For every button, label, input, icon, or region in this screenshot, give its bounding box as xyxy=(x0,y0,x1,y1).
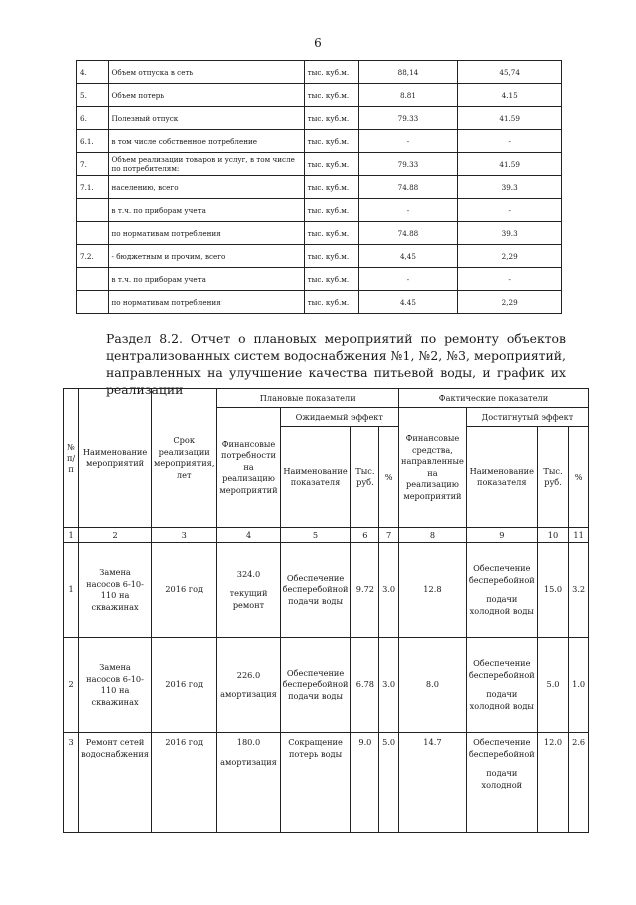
row-unit: тыс. куб.м. xyxy=(304,222,358,245)
row-value-fact: 39.3 xyxy=(458,222,562,245)
table-row xyxy=(77,176,562,199)
column-number: 6 xyxy=(351,528,379,543)
row-name: Объем отпуска в сеть xyxy=(108,61,304,84)
cell-fact-effect xyxy=(466,638,537,733)
header-actual-group: Фактические показатели xyxy=(399,389,589,408)
row-code: 7.1. xyxy=(77,176,109,199)
table-row xyxy=(77,107,562,130)
cell-name xyxy=(79,638,152,733)
row-value-fact: 41.59 xyxy=(458,153,562,176)
cell-fact-effect-text: подачи холодной воды xyxy=(469,689,534,711)
cell-plan-effect-text: Сокращение потерь воды xyxy=(288,737,343,759)
page-number: 6 xyxy=(314,36,322,50)
row-name: населению, всего xyxy=(108,176,304,199)
cell-plan-rub xyxy=(351,638,379,733)
cell-term-text: 2016 год xyxy=(165,584,204,595)
header-term: Срок реализации мероприятия, лет xyxy=(151,389,216,528)
row-value-plan: 79.33 xyxy=(358,107,458,130)
cell-plan-pct-text: 5.0 xyxy=(382,737,396,747)
row-name: - бюджетным и прочим, всего xyxy=(108,245,304,268)
water-volume-table xyxy=(76,60,562,314)
table-row xyxy=(77,130,562,153)
row-name: Объем потерь xyxy=(108,84,304,107)
row-code xyxy=(77,199,109,222)
cell-plan-rub xyxy=(351,733,379,833)
row-value-fact: - xyxy=(458,130,562,153)
header-plan-thousand-rub: Тыс. руб. xyxy=(351,427,379,528)
cell-fact-pct-text: 1.0 xyxy=(572,679,586,690)
header-plan-indicator-name: Наименование показателя xyxy=(280,427,351,528)
row-unit: тыс. куб.м. xyxy=(304,291,358,314)
cell-plan-pct xyxy=(379,543,399,638)
cell-name-text: Ремонт сетей водоснабжения xyxy=(81,737,149,759)
cell-fact-effect-text: подачи холодной xyxy=(481,768,523,790)
cell-term xyxy=(151,543,216,638)
row-value-fact: 41.59 xyxy=(458,107,562,130)
column-number: 7 xyxy=(379,528,399,543)
header-planned-group: Плановые показатели xyxy=(217,389,399,408)
cell-fact-financing-text: 8.0 xyxy=(425,679,439,690)
cell-fact-rub xyxy=(537,638,569,733)
header-fact-indicator-name: Наименование показателя xyxy=(466,427,537,528)
row-value-plan: 88,14 xyxy=(358,61,458,84)
row-value-plan: - xyxy=(358,199,458,222)
cell-plan-effect-text: Обеспечение бесперебойной подачи воды xyxy=(282,572,349,606)
header-plan-financing: Финансовые потребности на реализацию мероприятий xyxy=(217,408,280,528)
cell-plan-financing-text: амортизация xyxy=(220,756,277,767)
row-code: 7. xyxy=(77,153,109,176)
cell-no xyxy=(64,733,79,833)
table-row xyxy=(77,61,562,84)
row-value-plan: - xyxy=(358,268,458,291)
cell-fact-effect-text: Обеспечение бесперебойной xyxy=(468,658,535,680)
row-name: Объем реализации товаров и услуг, в том числе по потребителям: xyxy=(108,153,304,176)
cell-no-text: 2 xyxy=(68,679,74,690)
cell-fact-effect xyxy=(466,733,537,833)
table-row xyxy=(64,543,589,638)
row-name: Полезный отпуск xyxy=(108,107,304,130)
row-value-fact: 45,74 xyxy=(458,61,562,84)
cell-fact-pct-text: 2.6 xyxy=(572,737,586,747)
row-value-fact: - xyxy=(458,268,562,291)
cell-name xyxy=(79,733,152,833)
row-value-fact: 2,29 xyxy=(458,291,562,314)
header-expected-effect: Ожидаемый эффект xyxy=(280,408,398,427)
row-value-plan: 79.33 xyxy=(358,153,458,176)
cell-fact-effect-text: Обеспечение бесперебойной xyxy=(468,737,535,759)
cell-plan-financing-text: 324.0 xyxy=(236,568,261,579)
cell-term-text: 2016 год xyxy=(165,737,204,747)
cell-fact-rub xyxy=(537,543,569,638)
cell-fact-effect-text: подачи холодной воды xyxy=(469,594,534,616)
cell-plan-effect xyxy=(280,543,351,638)
column-number: 2 xyxy=(79,528,152,543)
cell-plan-rub-text: 9.72 xyxy=(355,584,374,595)
row-code: 7.2. xyxy=(77,245,109,268)
cell-plan-financing xyxy=(217,638,280,733)
column-number: 9 xyxy=(466,528,537,543)
header-no: № п/ п xyxy=(64,389,79,528)
table-row xyxy=(64,638,589,733)
header-fact-thousand-rub: Тыс. руб. xyxy=(537,427,569,528)
section-heading: Раздел 8.2. Отчет о плановых мероприятий по ремонту объектов централизованных систем водоснабжения №1, №2, №3, мероприятий, направленных на улучшение качества питьевой воды, и график их реализации xyxy=(106,331,566,397)
cell-plan-financing xyxy=(217,733,280,833)
cell-term-text: 2016 год xyxy=(165,679,204,690)
header-fact-financing: Финансовые средства, направленные на реализацию мероприятий xyxy=(399,408,467,528)
cell-plan-effect-text: Обеспечение бесперебойной подачи воды xyxy=(282,667,349,701)
cell-no xyxy=(64,543,79,638)
cell-fact-financing-text: 14.7 xyxy=(423,737,442,747)
row-value-plan: 4.45 xyxy=(358,291,458,314)
cell-plan-pct xyxy=(379,733,399,833)
cell-plan-rub-text: 9.0 xyxy=(358,737,372,747)
row-code xyxy=(77,222,109,245)
row-unit: тыс. куб.м. xyxy=(304,130,358,153)
table-row xyxy=(77,245,562,268)
table-row xyxy=(77,84,562,107)
cell-fact-financing xyxy=(399,638,467,733)
cell-fact-effect xyxy=(466,543,537,638)
row-unit: тыс. куб.м. xyxy=(304,153,358,176)
cell-fact-rub-text: 15.0 xyxy=(543,584,563,595)
row-value-plan: 8.81 xyxy=(358,84,458,107)
cell-term xyxy=(151,638,216,733)
row-unit: тыс. куб.м. xyxy=(304,61,358,84)
row-code xyxy=(77,268,109,291)
row-code: 4. xyxy=(77,61,109,84)
cell-plan-rub xyxy=(351,543,379,638)
cell-name xyxy=(79,543,152,638)
cell-fact-financing xyxy=(399,733,467,833)
column-number-row xyxy=(64,528,589,543)
column-number: 8 xyxy=(399,528,467,543)
cell-plan-rub-text: 6.78 xyxy=(355,679,374,690)
cell-fact-effect-text: Обеспечение бесперебойной xyxy=(468,563,535,585)
cell-plan-financing-text: текущий ремонт xyxy=(229,588,268,610)
cell-fact-financing xyxy=(399,543,467,638)
cell-fact-pct-text: 3.2 xyxy=(572,584,586,595)
row-value-fact: - xyxy=(458,199,562,222)
header-fact-percent: % xyxy=(569,427,589,528)
row-name: в том числе собственное потребление xyxy=(108,130,304,153)
column-number: 5 xyxy=(280,528,351,543)
row-code: 5. xyxy=(77,84,109,107)
cell-plan-financing xyxy=(217,543,280,638)
table-row xyxy=(77,222,562,245)
row-code: 6.1. xyxy=(77,130,109,153)
cell-fact-financing-text: 12.8 xyxy=(423,584,442,595)
column-number: 3 xyxy=(151,528,216,543)
cell-name-text: Замена насосов 6-10-110 на скважинах xyxy=(86,567,144,612)
row-name: в т.ч. по приборам учета xyxy=(108,199,304,222)
cell-fact-pct xyxy=(569,543,589,638)
row-name: в т.ч. по приборам учета xyxy=(108,268,304,291)
table-row xyxy=(77,291,562,314)
cell-fact-rub-text: 5.0 xyxy=(546,679,560,690)
cell-plan-financing-text: амортизация xyxy=(220,689,277,699)
cell-fact-rub xyxy=(537,733,569,833)
row-unit: тыс. куб.м. xyxy=(304,268,358,291)
column-number: 11 xyxy=(569,528,589,543)
cell-fact-pct xyxy=(569,733,589,833)
cell-no-text: 3 xyxy=(68,737,74,747)
cell-plan-financing-text: 180.0 xyxy=(236,737,261,747)
cell-name-text: Замена насосов 6-10-110 на скважинах xyxy=(86,662,144,707)
table-row xyxy=(77,199,562,222)
row-code xyxy=(77,291,109,314)
table-row xyxy=(77,153,562,176)
header-achieved-effect: Достигнутый эффект xyxy=(466,408,588,427)
row-name: по нормативам потребления xyxy=(108,291,304,314)
row-unit: тыс. куб.м. xyxy=(304,84,358,107)
cell-plan-effect xyxy=(280,733,351,833)
row-unit: тыс. куб.м. xyxy=(304,176,358,199)
row-value-plan: 74.88 xyxy=(358,176,458,199)
cell-fact-rub-text: 12.0 xyxy=(543,737,563,747)
cell-no-text: 1 xyxy=(68,584,74,595)
table-row xyxy=(77,268,562,291)
cell-plan-pct xyxy=(379,638,399,733)
column-number: 1 xyxy=(64,528,79,543)
row-code: 6. xyxy=(77,107,109,130)
cell-plan-pct-text: 3.0 xyxy=(382,679,396,690)
row-value-fact: 2,29 xyxy=(458,245,562,268)
cell-no xyxy=(64,638,79,733)
row-value-plan: 74.88 xyxy=(358,222,458,245)
row-value-fact: 4.15 xyxy=(458,84,562,107)
row-unit: тыс. куб.м. xyxy=(304,199,358,222)
row-value-plan: 4,45 xyxy=(358,245,458,268)
row-name: по нормативам потребления xyxy=(108,222,304,245)
cell-plan-financing-text: 226.0 xyxy=(236,669,261,680)
column-number: 4 xyxy=(217,528,280,543)
cell-fact-pct xyxy=(569,638,589,733)
cell-plan-pct-text: 3.0 xyxy=(382,584,396,595)
row-value-fact: 39.3 xyxy=(458,176,562,199)
cell-plan-effect xyxy=(280,638,351,733)
header-plan-percent: % xyxy=(379,427,399,528)
row-unit: тыс. куб.м. xyxy=(304,245,358,268)
cell-term xyxy=(151,733,216,833)
column-number: 10 xyxy=(537,528,569,543)
row-unit: тыс. куб.м. xyxy=(304,107,358,130)
repair-plan-table xyxy=(63,388,589,833)
row-value-plan: - xyxy=(358,130,458,153)
table-row xyxy=(64,733,589,833)
header-name: Наименование мероприятий xyxy=(79,389,152,528)
